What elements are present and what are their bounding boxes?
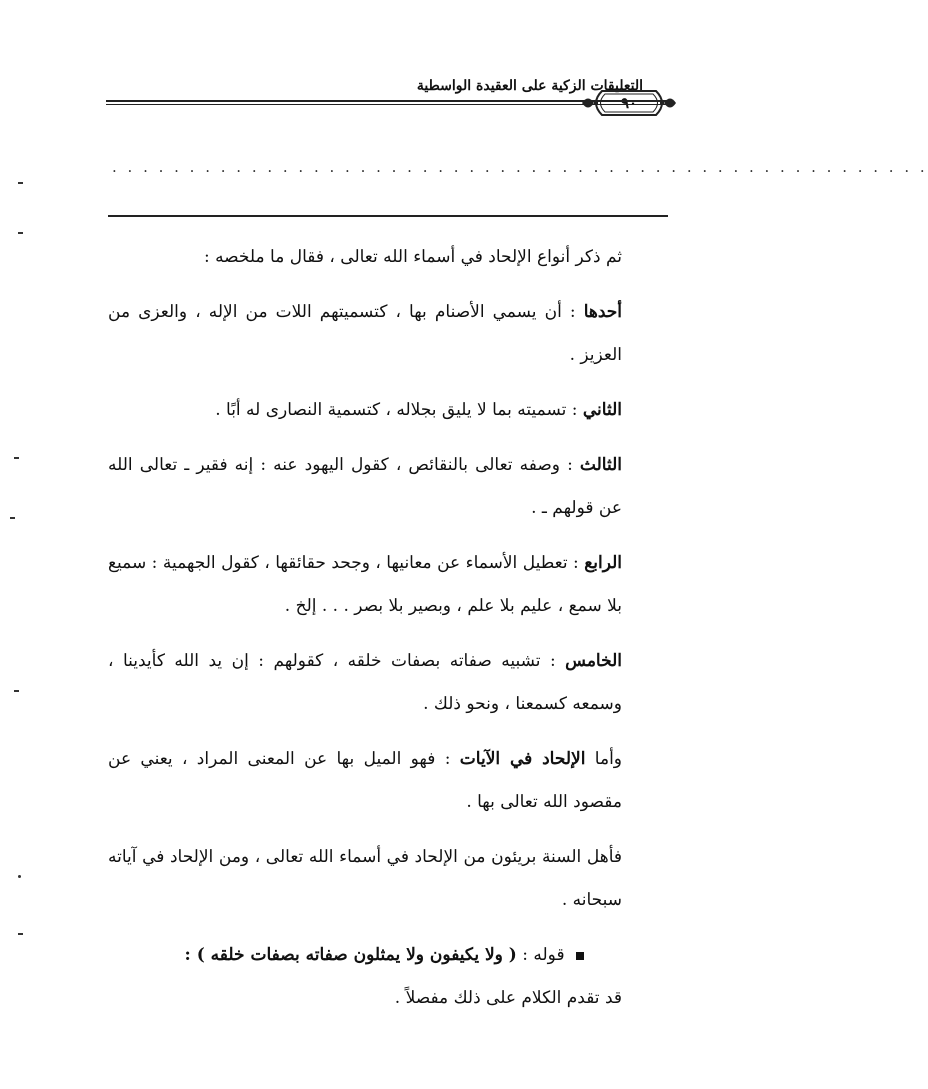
ayat-text: : فهو الميل بها عن المعنى المراد ، يعني عن مقصود الله تعالى بها . — [108, 749, 622, 812]
section-divider — [108, 215, 668, 217]
intro-paragraph — [108, 236, 670, 279]
page-number-badge — [580, 88, 678, 118]
item-second-term: الثاني — [582, 400, 622, 420]
sunnah-text: فأهل السنة بريئون من الإلحاد في أسماء الله تعالى ، ومن الإلحاد في آياته سبحانه . — [108, 847, 622, 910]
item-third-text: : وصفه تعالى بالنقائص ، كقول اليهود عنه : إنه فقير ـ تعالى الله عن قولهم ـ . — [108, 455, 622, 518]
main-text — [108, 236, 670, 1032]
item-fourth-term: الرابع — [584, 553, 622, 573]
quote-label: قوله : — [522, 945, 565, 965]
item-fourth-text: : تعطيل الأسماء عن معانيها ، وجحد حقائقها ، كقول الجهمية : سميع بلا سمع ، عليم بلا علم ، وبصير بلا بصر . . . إلخ . — [108, 553, 622, 616]
header-rule-thin — [106, 104, 671, 105]
sunnah-paragraph — [108, 836, 670, 922]
square-bullet-icon — [576, 952, 584, 960]
margin-mark — [14, 457, 19, 459]
ayat-term: الإلحاد في الآيات — [459, 749, 586, 769]
item-first-term: أحدها — [583, 302, 622, 322]
closing-text: قد تقدم الكلام على ذلك مفصلاً . — [394, 988, 622, 1008]
margin-mark — [18, 182, 23, 184]
margin-mark — [14, 690, 19, 692]
item-fourth-paragraph — [108, 542, 670, 628]
running-header-title: التعليقات الزكية على العقيدة الواسطية — [416, 78, 643, 94]
quote-text: ( ولا يكيفون ولا يمثلون صفاته بصفات خلقه ) : — [184, 945, 517, 965]
header-rule — [106, 100, 671, 102]
item-second-text: : تسميته بما لا يليق بجلاله ، كتسمية النصارى له أبًا . — [215, 400, 578, 420]
ayat-prefix: وأما — [594, 749, 623, 769]
item-first-paragraph — [108, 291, 670, 377]
item-second-paragraph — [108, 389, 670, 432]
margin-mark — [18, 232, 23, 234]
margin-mark — [18, 933, 23, 935]
quote-paragraph — [108, 934, 670, 977]
item-fifth-paragraph — [108, 640, 670, 726]
closing-paragraph — [108, 977, 670, 1020]
intro-text: ثم ذكر أنواع الإلحاد في أسماء الله تعالى ، فقال ما ملخصه : — [203, 247, 622, 267]
item-fifth-text: : تشبيه صفاته بصفات خلقه ، كقولهم : إن يد الله كأيدينا ، وسمعه كسمعنا ، ونحو ذلك . — [108, 651, 622, 714]
item-third-term: الثالث — [579, 455, 622, 475]
ayat-paragraph — [108, 738, 670, 824]
page-number: ٩٠ — [620, 94, 638, 112]
item-fifth-term: الخامس — [565, 651, 622, 671]
dotted-separator: . . . . . . . . . . . . . . . . . . . . . . . . . . . . . . . . . . . . . . . . . . . . . . . . . . . . . — [112, 158, 928, 176]
margin-mark — [10, 517, 15, 519]
item-third-paragraph — [108, 444, 670, 530]
margin-dot — [18, 875, 21, 878]
item-first-text: : أن يسمي الأصنام بها ، كتسميتهم اللات من الإله ، والعزى من العزيز . — [108, 302, 622, 365]
